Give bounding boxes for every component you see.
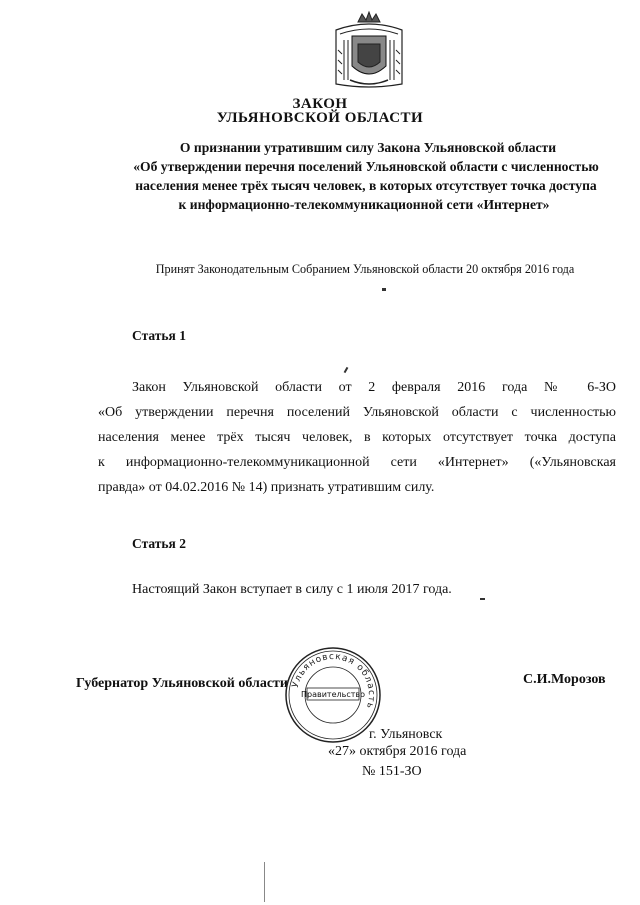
article-1-line: правда» от 04.02.2016 № 14) признать утратившим силу. <box>98 480 435 495</box>
subject-line: «Об утверждении перечня поселений Ульяновской области с численностью <box>133 159 599 174</box>
document-date: «27» октября 2016 года <box>328 744 467 759</box>
government-seal-icon <box>283 645 383 745</box>
svg-text:Правительство: Правительство <box>301 690 365 699</box>
city: г. Ульяновск <box>369 727 443 742</box>
coat-of-arms-icon <box>330 10 408 92</box>
article-1-line: Закон Ульяновской области от 2 февраля 2016 года № 6-ЗО <box>132 380 616 395</box>
article-1-heading: Статья 1 <box>132 328 186 343</box>
article-1-line: населения менее трёх тысяч человек, в которых отсутствует точка доступа <box>98 430 616 445</box>
subject-line: населения менее трёх тысяч человек, в которых отсутствует точка доступа <box>135 178 597 193</box>
svg-text:Ульяновская область: Ульяновская область <box>290 651 377 711</box>
subject-line: О признании утратившим силу Закона Ульяновской области <box>179 140 557 155</box>
document-number: № 151-ЗО <box>362 764 422 779</box>
subject-line: к информационно-телекоммуникационной сети «Интернет» <box>178 197 550 212</box>
law-region-title: УЛЬЯНОВСКОЙ ОБЛАСТИ <box>216 110 424 126</box>
article-1-text <box>98 375 616 500</box>
adoption-note: Принят Законодательным Собранием Ульяновской области 20 октября 2016 года <box>155 262 575 276</box>
article-1-line: к информационно-телекоммуникационной сети «Интернет» («Ульяновская <box>98 455 616 470</box>
article-2-text: Настоящий Закон вступает в силу с 1 июля 2017 года. <box>132 582 452 597</box>
law-title: ЗАКОН <box>292 96 348 112</box>
law-subject <box>0 138 640 214</box>
governor-title: Губернатор Ульяновской области <box>76 676 288 691</box>
article-1-line: «Об утверждении перечня поселений Ульяновской области с численностью <box>98 405 616 420</box>
governor-name: С.И.Морозов <box>523 672 606 687</box>
article-2-heading: Статья 2 <box>132 536 186 551</box>
